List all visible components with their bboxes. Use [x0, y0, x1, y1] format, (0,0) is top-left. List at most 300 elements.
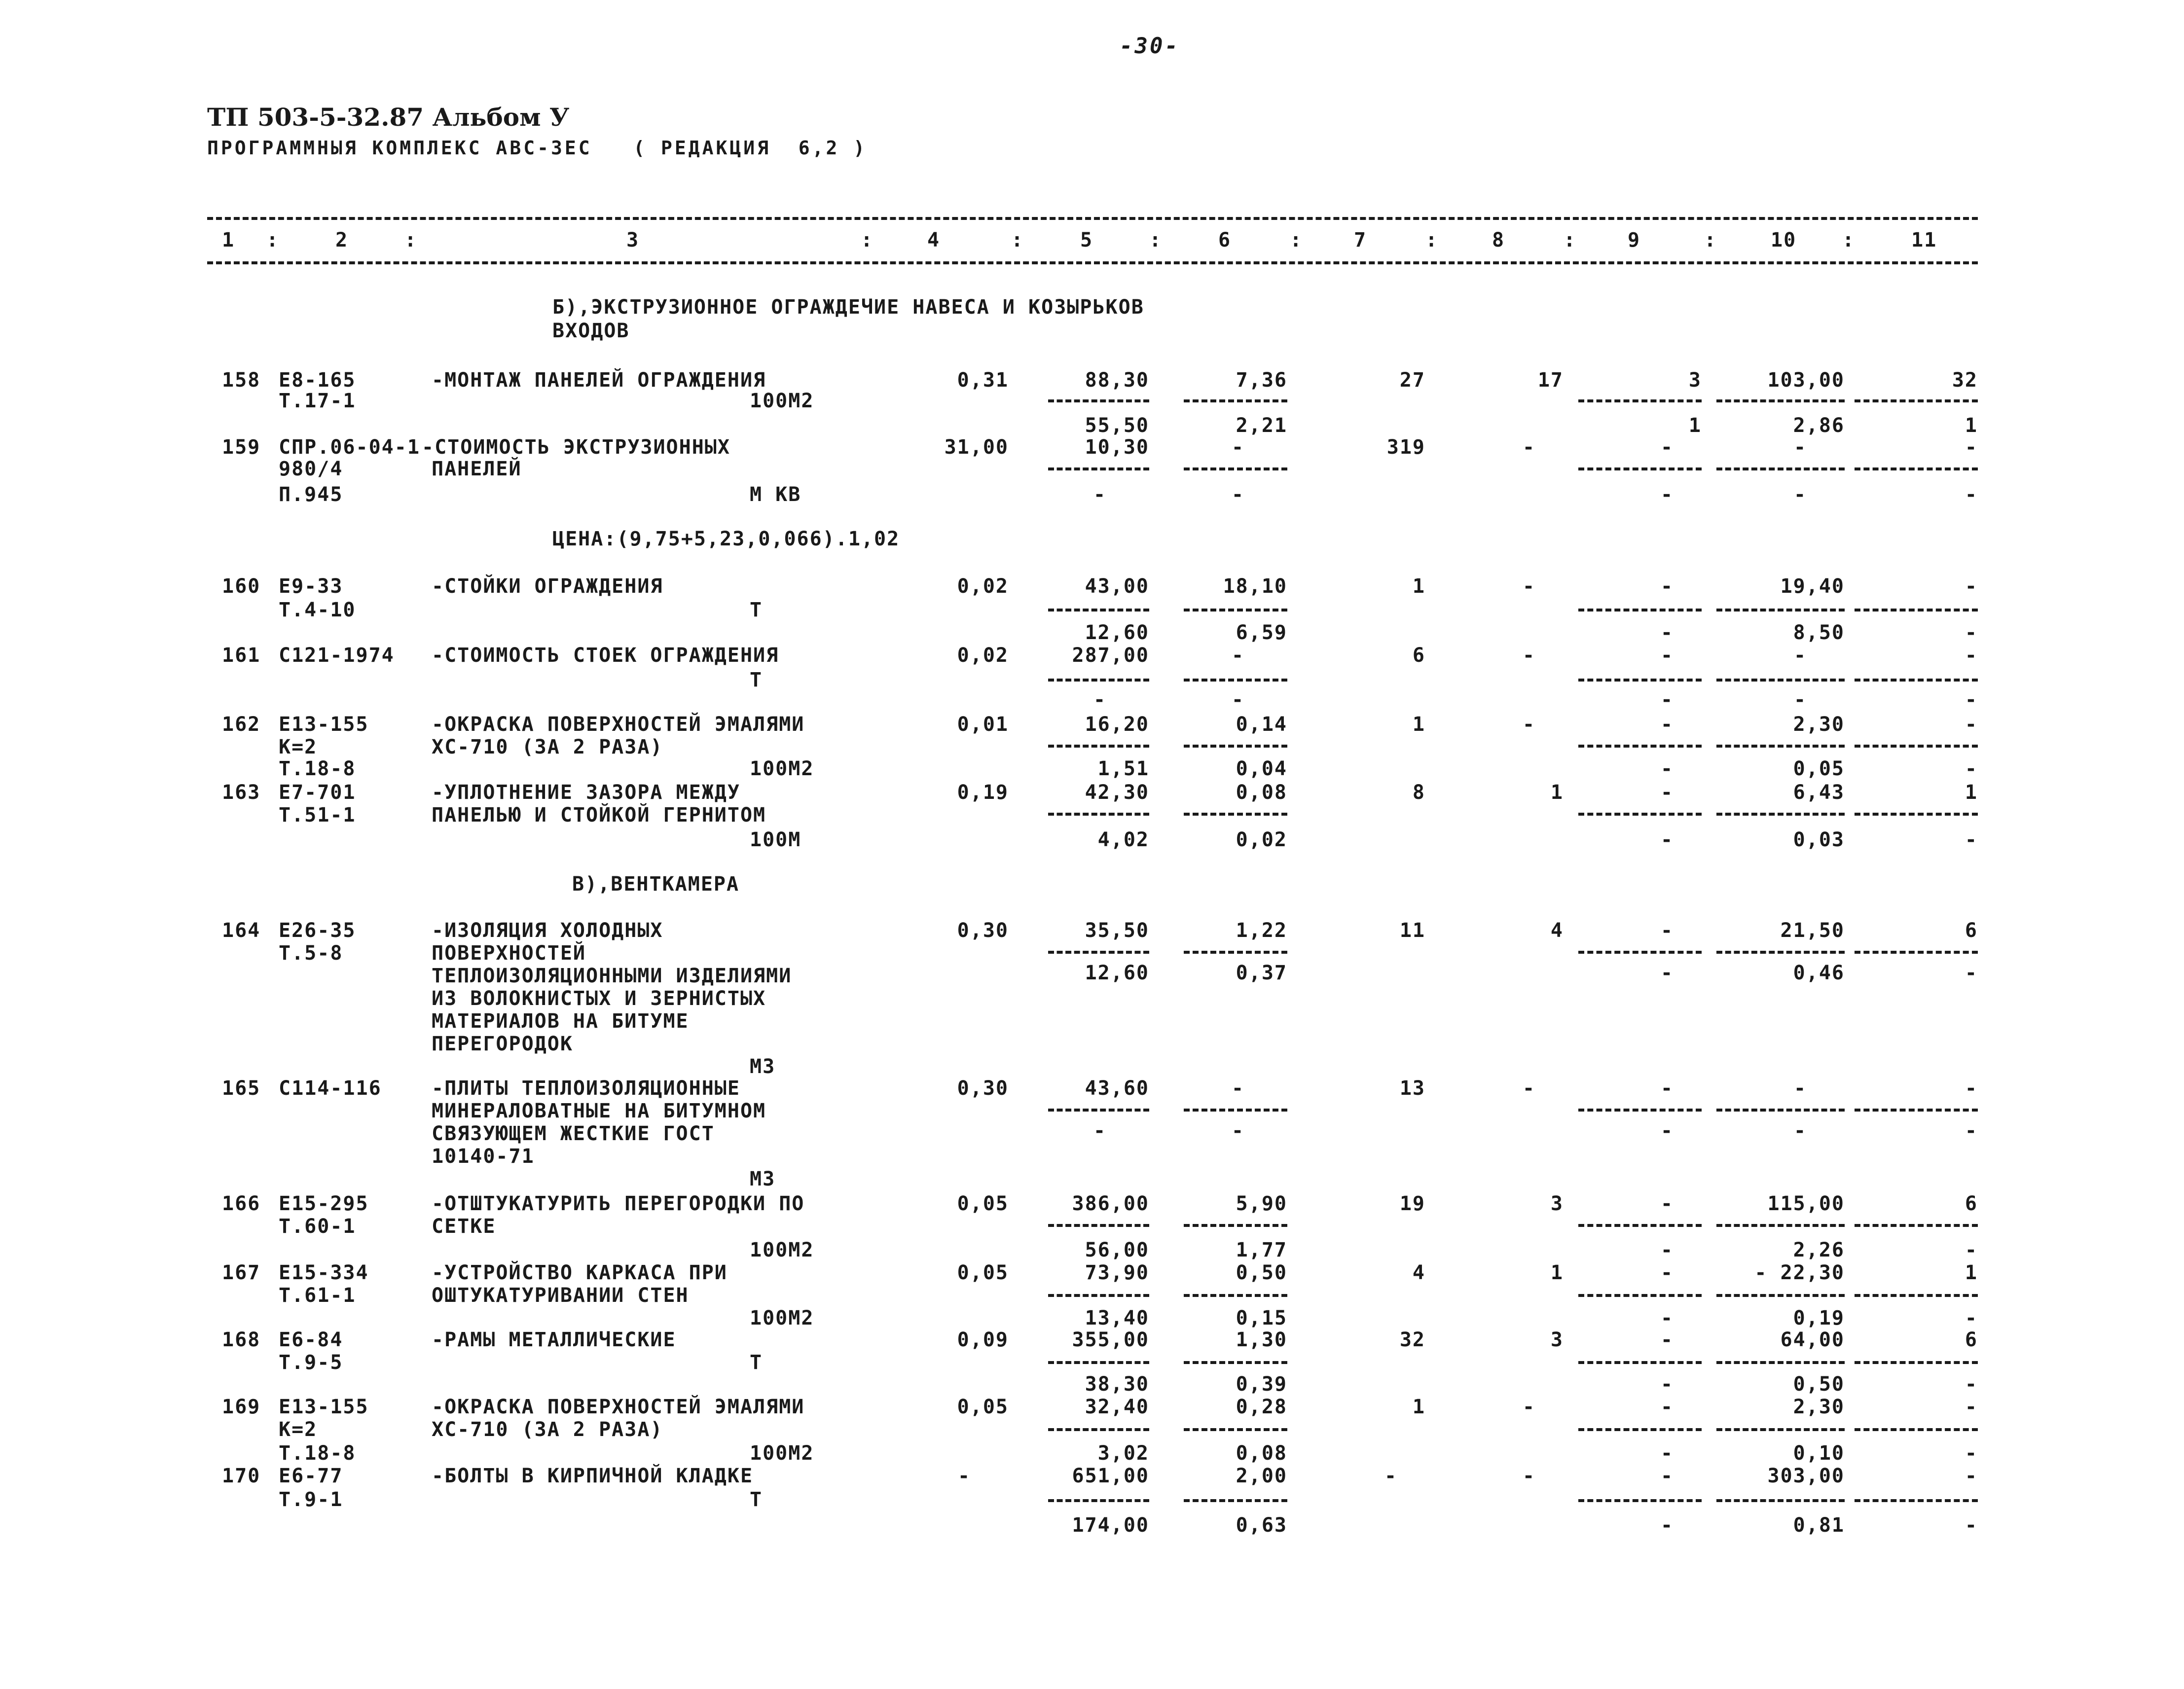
work-name-cont: СЕТКЕ	[432, 1215, 496, 1238]
header-top-rule	[207, 217, 1978, 220]
cell-c10-sub: 0,03	[1793, 828, 1845, 851]
work-name: -СТОИМОСТЬ СТОЕК ОГРАЖДЕНИЯ	[432, 644, 779, 667]
cell-c5-sub: 12,60	[1085, 962, 1149, 984]
cell-c9: -	[1660, 436, 1674, 459]
col-3-label: 3	[626, 229, 640, 252]
cell-c10-sub: 0,05	[1793, 757, 1845, 780]
rule	[1716, 609, 1845, 611]
row-number: 168	[222, 1329, 261, 1351]
cell-c7: 27	[1399, 369, 1425, 392]
work-name: -ОКРАСКА ПОВЕРХНОСТЕЙ ЭМАЛЯМИ	[432, 713, 805, 736]
cell-c9-sub: 1	[1688, 414, 1702, 437]
cell-c10-sub: -	[1793, 688, 1807, 711]
rule	[1048, 813, 1149, 816]
cell-c5-sub: 4,02	[1097, 828, 1149, 851]
work-name: -БОЛТЫ В КИРПИЧНОЙ КЛАДКЕ	[432, 1465, 754, 1487]
cell-c5: 16,20	[1085, 713, 1149, 736]
unit: М3	[750, 1168, 776, 1190]
norm-code: Е15-295	[279, 1192, 369, 1215]
row-number: 170	[222, 1465, 261, 1487]
price-note: ЦЕНА:(9,75+5,23,0,066).1,02	[552, 528, 900, 550]
rule	[1716, 1109, 1845, 1112]
unit: 100М2	[750, 390, 814, 412]
cell-c7: 1	[1412, 1396, 1425, 1418]
rule	[1184, 1499, 1287, 1502]
norm-code: С121-1974	[279, 644, 395, 667]
cell-c9: -	[1660, 1261, 1674, 1284]
cell-c6: -	[1231, 644, 1245, 667]
cell-c10-sub: 0,81	[1793, 1514, 1845, 1537]
rule	[1855, 745, 1978, 748]
norm-code: Е6-77	[279, 1465, 343, 1487]
cell-c9-sub: -	[1660, 1514, 1674, 1537]
cell-c11: 32	[1952, 369, 1978, 392]
col-sep: :	[861, 229, 874, 252]
cell-c7: 1	[1412, 575, 1425, 598]
cell-c11-sub: -	[1965, 1307, 1978, 1330]
norm-table: Т.9-1	[279, 1488, 343, 1511]
norm-table: Т.5-8	[279, 942, 343, 965]
cell-c6-sub: 0,37	[1236, 962, 1287, 984]
cell-c6-sub: -	[1231, 1119, 1245, 1142]
cell-c11: 1	[1965, 1261, 1978, 1284]
col-sep: :	[404, 229, 418, 252]
cell-c5: 386,00	[1072, 1192, 1149, 1215]
work-name: -УПЛОТНЕНИЕ ЗАЗОРА МЕЖДУ	[432, 781, 740, 804]
cell-c6: 2,00	[1236, 1465, 1287, 1487]
norm-table: Т.18-8	[279, 1442, 356, 1465]
cell-c8: -	[1522, 1077, 1536, 1100]
rule	[1184, 399, 1287, 402]
rule	[1048, 1294, 1149, 1297]
norm-code: Е7-701	[279, 781, 356, 804]
cell-c9: 3	[1688, 369, 1702, 392]
norm-code: Е26-35	[279, 919, 356, 942]
cell-c5: 287,00	[1072, 644, 1149, 667]
rule	[1184, 1224, 1287, 1227]
rule	[1578, 1428, 1702, 1431]
norm-table: Т.61-1	[279, 1284, 356, 1307]
cell-c11: 6	[1965, 919, 1978, 942]
cell-c8: 3	[1550, 1192, 1564, 1215]
unit: М3	[750, 1055, 776, 1078]
cell-c5: 35,50	[1085, 919, 1149, 942]
cell-c11-sub: -	[1965, 621, 1978, 644]
rule	[1855, 467, 1978, 470]
cell-c9-sub: -	[1660, 1307, 1674, 1330]
cell-c8: -	[1522, 1465, 1536, 1487]
cell-c7: -	[1384, 1465, 1398, 1487]
cell-c10: 64,00	[1780, 1329, 1845, 1351]
rule	[1184, 1361, 1287, 1364]
cell-c5-sub: 13,40	[1085, 1307, 1149, 1330]
cell-c11-sub: -	[1965, 962, 1978, 984]
work-name: -ОКРАСКА ПОВЕРХНОСТЕЙ ЭМАЛЯМИ	[432, 1396, 805, 1418]
cell-c6-sub: 0,08	[1236, 1442, 1287, 1465]
work-name-cont: ХС-710 (ЗА 2 РАЗА)	[432, 1418, 663, 1441]
rule	[1578, 679, 1702, 682]
col-sep: :	[266, 229, 280, 252]
cell-c11: -	[1965, 1396, 1978, 1418]
col-sep: :	[1290, 229, 1303, 252]
rule	[1716, 745, 1845, 748]
rule	[1855, 1361, 1978, 1364]
work-name-cont: СВЯЗУЮЩЕМ ЖЕСТКИЕ ГОСТ	[432, 1122, 715, 1145]
rule	[1184, 467, 1287, 470]
col-8-label: 8	[1492, 229, 1505, 252]
cell-c10-sub: 8,50	[1793, 621, 1845, 644]
norm-coef: К=2	[279, 736, 318, 758]
rule	[1578, 399, 1702, 402]
cell-c5: 32,40	[1085, 1396, 1149, 1418]
cell-c6: 5,90	[1236, 1192, 1287, 1215]
unit: 100М2	[750, 1442, 814, 1465]
work-name: -ПЛИТЫ ТЕПЛОИЗОЛЯЦИОННЫЕ	[432, 1077, 740, 1100]
cell-c10: 19,40	[1780, 575, 1845, 598]
work-name-cont: ИЗ ВОЛОКНИСТЫХ И ЗЕРНИСТЫХ	[432, 987, 766, 1010]
cell-c5-sub: 56,00	[1085, 1239, 1149, 1261]
col-1-label: 1	[222, 229, 235, 252]
cell-c9: -	[1660, 1465, 1674, 1487]
rule	[1048, 1499, 1149, 1502]
norm-table: Т.18-8	[279, 757, 356, 780]
row-number: 159	[222, 436, 261, 459]
cell-c7: 6	[1412, 644, 1425, 667]
cell-c7: 19	[1399, 1192, 1425, 1215]
cell-c10-sub: 2,26	[1793, 1239, 1845, 1261]
cell-c6-sub: 6,59	[1236, 621, 1287, 644]
rule	[1184, 1428, 1287, 1431]
cell-c4: 0,19	[957, 781, 1009, 804]
work-name: -ОТШТУКАТУРИТЬ ПЕРЕГОРОДКИ ПО	[432, 1192, 805, 1215]
rule	[1855, 679, 1978, 682]
cell-c6-sub: -	[1231, 688, 1245, 711]
norm-table: Т.60-1	[279, 1215, 356, 1238]
unit: Т	[750, 1488, 763, 1511]
cell-c4: 0,30	[957, 919, 1009, 942]
cell-c11-sub: -	[1965, 828, 1978, 851]
norm-code: Е8-165	[279, 369, 356, 392]
cell-c10: 2,30	[1793, 713, 1845, 736]
cell-c9-sub: -	[1660, 621, 1674, 644]
col-7-label: 7	[1354, 229, 1367, 252]
cell-c11-sub: -	[1965, 1514, 1978, 1537]
cell-c11-sub: -	[1965, 1442, 1978, 1465]
unit: М КВ	[750, 483, 801, 506]
rule	[1716, 1499, 1845, 1502]
norm-table: 980/4	[279, 458, 343, 480]
cell-c9-sub: -	[1660, 483, 1674, 506]
cell-c8: 1	[1550, 1261, 1564, 1284]
rule	[1578, 1499, 1702, 1502]
row-number: 167	[222, 1261, 261, 1284]
section-v-title: В),ВЕНТКАМЕРА	[572, 873, 740, 896]
cell-c11-sub: -	[1965, 483, 1978, 506]
cell-c9-sub: -	[1660, 688, 1674, 711]
cell-c10: -	[1793, 1077, 1807, 1100]
work-name-cont: ПОВЕРХНОСТЕЙ	[432, 942, 586, 965]
cell-c11: 6	[1965, 1329, 1978, 1351]
cell-c10: 21,50	[1780, 919, 1845, 942]
work-name-cont: ПАНЕЛЕЙ	[432, 458, 522, 480]
work-name-cont: МИНЕРАЛОВАТНЫЕ НА БИТУМНОМ	[432, 1100, 766, 1122]
cell-c9-sub: -	[1660, 1442, 1674, 1465]
cell-c10: -	[1793, 436, 1807, 459]
cell-c11-sub: -	[1965, 757, 1978, 780]
rule	[1855, 1294, 1978, 1297]
norm-coef: К=2	[279, 1418, 318, 1441]
cell-c4: 31,00	[944, 436, 1009, 459]
row-number: 164	[222, 919, 261, 942]
rule	[1578, 1109, 1702, 1112]
cell-c11: -	[1965, 1465, 1978, 1487]
row-number: 165	[222, 1077, 261, 1100]
cell-c4: 0,05	[957, 1192, 1009, 1215]
col-sep: :	[1149, 229, 1163, 252]
cell-c4: 0,30	[957, 1077, 1009, 1100]
cell-c9: -	[1660, 1077, 1674, 1100]
cell-c7: 8	[1412, 781, 1425, 804]
cell-c10: 303,00	[1767, 1465, 1845, 1487]
norm-code: СПР.06-04-1	[279, 436, 420, 459]
col-2-label: 2	[335, 229, 349, 252]
cell-c9: -	[1660, 1329, 1674, 1351]
cell-c6: 7,36	[1236, 369, 1287, 392]
rule	[1855, 1224, 1978, 1227]
cell-c9-sub: -	[1660, 1239, 1674, 1261]
cell-c10-sub: 0,19	[1793, 1307, 1845, 1330]
cell-c8: -	[1522, 644, 1536, 667]
norm-code: С114-116	[279, 1077, 382, 1100]
cell-c6-sub: 0,63	[1236, 1514, 1287, 1537]
cell-c9: -	[1660, 919, 1674, 942]
cell-c6: 0,28	[1236, 1396, 1287, 1418]
cell-c4: 0,05	[957, 1261, 1009, 1284]
unit: 100М2	[750, 757, 814, 780]
col-9-label: 9	[1628, 229, 1641, 252]
cell-c7: 32	[1399, 1329, 1425, 1351]
cell-c4: 0,02	[957, 575, 1009, 598]
norm-table: Т.17-1	[279, 390, 356, 412]
cell-c11: -	[1965, 713, 1978, 736]
cell-c6: 1,30	[1236, 1329, 1287, 1351]
work-name-cont: ХС-710 (ЗА 2 РАЗА)	[432, 736, 663, 758]
rule	[1855, 399, 1978, 402]
cell-c10: 6,43	[1793, 781, 1845, 804]
norm-code: Е15-334	[279, 1261, 369, 1284]
cell-c9: -	[1660, 713, 1674, 736]
cell-c10-sub: -	[1793, 483, 1807, 506]
work-name-cont: ПЕРЕГОРОДОК	[432, 1033, 573, 1055]
rule	[1048, 1428, 1149, 1431]
cell-c11: -	[1965, 644, 1978, 667]
rule	[1184, 813, 1287, 816]
rule	[1578, 1224, 1702, 1227]
rule	[1578, 1361, 1702, 1364]
cell-c4: 0,09	[957, 1329, 1009, 1351]
rule	[1855, 1499, 1978, 1502]
cell-c5: 43,60	[1085, 1077, 1149, 1100]
norm-table: Т.51-1	[279, 804, 356, 827]
row-number: 169	[222, 1396, 261, 1418]
rule	[1716, 467, 1845, 470]
cell-c5: 355,00	[1072, 1329, 1149, 1351]
rule	[1578, 1294, 1702, 1297]
rule	[1184, 1109, 1287, 1112]
cell-c8: 3	[1550, 1329, 1564, 1351]
work-name-cont: ОШТУКАТУРИВАНИИ СТЕН	[432, 1284, 689, 1307]
cell-c7: 4	[1412, 1261, 1425, 1284]
row-number: 163	[222, 781, 261, 804]
cell-c6-sub: 0,02	[1236, 828, 1287, 851]
cell-c5-sub: 1,51	[1097, 757, 1149, 780]
cell-c6: 18,10	[1223, 575, 1287, 598]
rule	[1048, 399, 1149, 402]
norm-table: Т.9-5	[279, 1351, 343, 1374]
norm-code: Е9-33	[279, 575, 343, 598]
cell-c7: 1	[1412, 713, 1425, 736]
cell-c5: 73,90	[1085, 1261, 1149, 1284]
rule	[1578, 467, 1702, 470]
rule	[1716, 399, 1845, 402]
norm-code: Е6-84	[279, 1329, 343, 1351]
rule	[1716, 1361, 1845, 1364]
rule	[1048, 1224, 1149, 1227]
cell-c5-sub: -	[1093, 688, 1107, 711]
section-b-title: Б),ЭКСТРУЗИОННОЕ ОГРАЖДЕЧИЕ НАВЕСА И КОЗЫРЬКОВ	[552, 296, 1144, 319]
cell-c9: -	[1660, 644, 1674, 667]
rule	[1184, 951, 1287, 954]
rule	[1716, 1294, 1845, 1297]
norm-page: П.945	[279, 483, 343, 506]
cell-c10: 115,00	[1767, 1192, 1845, 1215]
cell-c9-sub: -	[1660, 1373, 1674, 1396]
rule	[1855, 1109, 1978, 1112]
rule	[1855, 813, 1978, 816]
cell-c5: 651,00	[1072, 1465, 1149, 1487]
rule	[1578, 745, 1702, 748]
row-number: 160	[222, 575, 261, 598]
cell-c11-sub: -	[1965, 1373, 1978, 1396]
col-sep: :	[1564, 229, 1577, 252]
cell-c7: 319	[1386, 436, 1425, 459]
cell-c5: 88,30	[1085, 369, 1149, 392]
rule	[1578, 951, 1702, 954]
unit: Т	[750, 669, 763, 691]
work-name-cont: МАТЕРИАЛОВ НА БИТУМЕ	[432, 1010, 689, 1033]
cell-c4: -	[957, 1465, 971, 1487]
work-name-cont: ПАНЕЛЬЮ И СТОЙКОЙ ГЕРНИТОМ	[432, 804, 766, 827]
cell-c6: 0,50	[1236, 1261, 1287, 1284]
rule	[1855, 1428, 1978, 1431]
cell-c10-sub: 0,10	[1793, 1442, 1845, 1465]
rule	[1184, 609, 1287, 611]
col-4-label: 4	[927, 229, 941, 252]
unit: 100М2	[750, 1239, 814, 1261]
col-sep: :	[1011, 229, 1024, 252]
rule	[1184, 679, 1287, 682]
document-title: ТП 503-5-32.87 Альбом У	[207, 103, 570, 132]
rule	[1048, 951, 1149, 954]
work-name: -СТОИМОСТЬ ЭКСТРУЗИОННЫХ	[422, 436, 730, 459]
col-5-label: 5	[1080, 229, 1093, 252]
cell-c10-sub: 0,50	[1793, 1373, 1845, 1396]
rule	[1855, 609, 1978, 611]
cell-c11: -	[1965, 436, 1978, 459]
cell-c11-sub: -	[1965, 1239, 1978, 1261]
cell-c8: -	[1522, 713, 1536, 736]
col-sep: :	[1425, 229, 1439, 252]
row-number: 162	[222, 713, 261, 736]
cell-c5-sub: -	[1093, 1119, 1107, 1142]
cell-c6: 0,14	[1236, 713, 1287, 736]
rule	[1048, 1361, 1149, 1364]
cell-c11-sub: -	[1965, 688, 1978, 711]
norm-code: Е13-155	[279, 1396, 369, 1418]
cell-c8: -	[1522, 575, 1536, 598]
rule	[1716, 1224, 1845, 1227]
col-sep: :	[1842, 229, 1856, 252]
cell-c4: 0,02	[957, 644, 1009, 667]
work-name: -МОНТАЖ ПАНЕЛЕЙ ОГРАЖДЕНИЯ	[432, 369, 766, 392]
cell-c11-sub: -	[1965, 1119, 1978, 1142]
work-name: -РАМЫ МЕТАЛЛИЧЕСКИЕ	[432, 1329, 676, 1351]
norm-code: Е13-155	[279, 713, 369, 736]
cell-c8: -	[1522, 1396, 1536, 1418]
cell-c9: -	[1660, 781, 1674, 804]
cell-c5-sub: 38,30	[1085, 1373, 1149, 1396]
cell-c6: -	[1231, 436, 1245, 459]
work-name-cont: ТЕПЛОИЗОЛЯЦИОННЫМИ ИЗДЕЛИЯМИ	[432, 965, 792, 987]
cell-c6-sub: 0,39	[1236, 1373, 1287, 1396]
cell-c5: 10,30	[1085, 436, 1149, 459]
cell-c6: 1,22	[1236, 919, 1287, 942]
program-line: ПРОГРАММНЫЯ КОМПЛЕКС АВС-ЗЕС ( РЕДАКЦИЯ 6,2 )	[207, 137, 868, 159]
col-6-label: 6	[1218, 229, 1232, 252]
row-number: 166	[222, 1192, 261, 1215]
cell-c8: 4	[1550, 919, 1564, 942]
cell-c9-sub: -	[1660, 828, 1674, 851]
work-name: -СТОЙКИ ОГРАЖДЕНИЯ	[432, 575, 663, 598]
cell-c10-sub: 0,46	[1793, 962, 1845, 984]
rule	[1048, 1109, 1149, 1112]
work-name: -УСТРОЙСТВО КАРКАСА ПРИ	[432, 1261, 728, 1284]
cell-c4: 0,01	[957, 713, 1009, 736]
rule	[1716, 679, 1845, 682]
cell-c4: 0,31	[957, 369, 1009, 392]
work-name-cont: 10140-71	[432, 1145, 535, 1168]
col-11-label: 11	[1911, 229, 1937, 252]
cell-c7: 13	[1399, 1077, 1425, 1100]
unit: Т	[750, 1351, 763, 1374]
cell-c6-sub: 0,15	[1236, 1307, 1287, 1330]
cell-c5-sub: 3,02	[1097, 1442, 1149, 1465]
cell-c5: 42,30	[1085, 781, 1149, 804]
unit: 100М2	[750, 1307, 814, 1330]
rule	[1048, 467, 1149, 470]
cell-c8: 1	[1550, 781, 1564, 804]
rule	[1716, 1428, 1845, 1431]
cell-c8: 17	[1537, 369, 1564, 392]
cell-c9: -	[1660, 575, 1674, 598]
cell-c5: 43,00	[1085, 575, 1149, 598]
cell-c10: 103,00	[1767, 369, 1845, 392]
cell-c6-sub: 0,04	[1236, 757, 1287, 780]
cell-c10: -	[1793, 644, 1807, 667]
cell-c8: -	[1522, 436, 1536, 459]
row-number: 158	[222, 369, 261, 392]
cell-c7: 11	[1399, 919, 1425, 942]
